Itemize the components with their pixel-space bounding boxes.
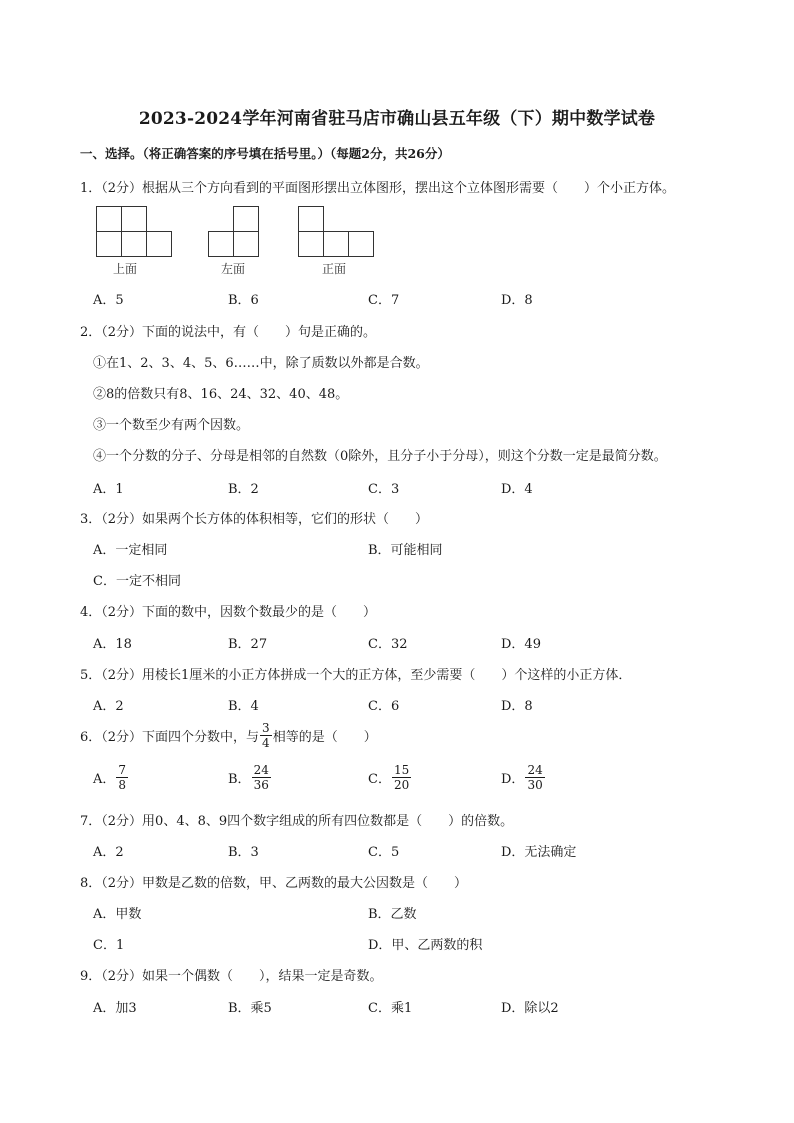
- q1-option-c: C．7: [368, 293, 400, 308]
- q6-option-c: [368, 764, 412, 791]
- q6-fraction: [260, 722, 272, 749]
- q4-option-b: B．27: [228, 637, 268, 652]
- figure-top-view: [96, 206, 174, 258]
- q3-option-a: A．一定相同: [93, 543, 168, 558]
- q6-option-b: [228, 764, 272, 791]
- q2-statement-3: ③一个数至少有两个因数。: [93, 418, 250, 433]
- exam-title: 2023-2024学年河南省驻马店市确山县五年级（下）期中数学试卷: [138, 109, 656, 129]
- fraction-numerator: 24: [253, 763, 269, 777]
- figure-label-left: 左面: [221, 262, 246, 276]
- q2-option-a: A．1: [93, 482, 124, 497]
- option-letter: B．: [228, 772, 251, 787]
- figure-left-view: [208, 206, 260, 258]
- q6-option-d: [501, 764, 546, 791]
- fraction-denominator: 20: [393, 778, 410, 792]
- option-fraction: [252, 764, 271, 791]
- q5-option-d: D．8: [501, 699, 533, 714]
- q2-statement-2: ②8的倍数只有8、16、24、32、40、48。: [93, 387, 349, 402]
- q7-option-a: A．2: [93, 845, 124, 860]
- q3-option-b: B．可能相同: [368, 543, 443, 558]
- q7-option-c: C．5: [368, 845, 400, 860]
- section-heading: 一、选择。（将正确答案的序号填在括号里。）（每题2分，共26分）: [80, 146, 450, 161]
- q2-option-b: B．2: [228, 482, 259, 497]
- q1-option-d: D．8: [501, 293, 533, 308]
- q6-text-before: 6．（2分）下面四个分数中，与: [80, 730, 260, 745]
- q9-option-d: D．除以2: [501, 1001, 559, 1016]
- option-letter: C．: [368, 772, 391, 787]
- fraction-denominator: 8: [118, 778, 127, 792]
- fraction-numerator: 24: [527, 763, 543, 777]
- q8-option-c: C．1: [93, 938, 125, 953]
- q6-text-after: 相等的是（ ）: [272, 730, 377, 745]
- q4-option-d: D．49: [501, 637, 541, 652]
- question-9: 9．（2分）如果一个偶数（ ），结果一定是奇数。: [80, 969, 383, 984]
- question-8: 8．（2分）甲数是乙数的倍数，甲、乙两数的最大公因数是（ ）: [80, 876, 468, 891]
- question-7: 7．（2分）用0、4、8、9四个数字组成的所有四位数都是（ ）的倍数。: [80, 814, 514, 829]
- fraction-numerator: 7: [118, 763, 127, 777]
- q7-option-d: D．无法确定: [501, 845, 577, 860]
- question-1: 1．（2分）根据从三个方向看到的平面图形摆出立体图形，摆出这个立体图形需要（ ）个小正方体。: [80, 181, 676, 196]
- q5-option-b: B．4: [228, 699, 259, 714]
- fraction-denominator: 4: [262, 736, 270, 750]
- q8-option-d: D．甲、乙两数的积: [368, 938, 483, 953]
- fraction-numerator: 3: [262, 721, 270, 735]
- q9-option-a: A．加3: [93, 1001, 137, 1016]
- q9-option-b: B．乘5: [228, 1001, 272, 1016]
- q6-option-a: [93, 764, 129, 791]
- q1-option-a: A．5: [93, 293, 124, 308]
- q8-option-b: B．乙数: [368, 907, 417, 922]
- q2-statement-1: ①在1、2、3、4、5、6……中，除了质数以外都是合数。: [93, 356, 429, 371]
- q2-option-d: D．4: [501, 482, 533, 497]
- figure-front-view: [298, 206, 376, 258]
- q9-option-c: C．乘1: [368, 1001, 413, 1016]
- figure-label-front: 正面: [322, 262, 347, 276]
- question-5: 5．（2分）用棱长1厘米的小正方体拼成一个大的正方体，至少需要（ ）个这样的小正方体．: [80, 668, 632, 683]
- option-letter: D．: [501, 772, 525, 787]
- fraction-denominator: 36: [253, 778, 269, 792]
- q2-statement-4: ④一个分数的分子、分母是相邻的自然数（0除外，且分子小于分母），则这个分数一定是最简分数。: [93, 449, 667, 464]
- q1-option-b: B．6: [228, 293, 259, 308]
- q7-option-b: B．3: [228, 845, 259, 860]
- question-2: 2．（2分）下面的说法中，有（ ）句是正确的。: [80, 325, 377, 340]
- q5-option-c: C．6: [368, 699, 400, 714]
- q5-option-a: A．2: [93, 699, 124, 714]
- option-fraction: [525, 764, 544, 791]
- q4-option-a: A．18: [93, 637, 132, 652]
- option-letter: A．: [93, 772, 116, 787]
- q2-option-c: C．3: [368, 482, 400, 497]
- q4-option-c: C．32: [368, 637, 408, 652]
- q3-option-c: C．一定不相同: [93, 574, 181, 589]
- question-6: [80, 722, 377, 749]
- fraction-numerator: 15: [393, 763, 410, 777]
- fraction-denominator: 30: [527, 778, 543, 792]
- option-fraction: [116, 764, 128, 791]
- q8-option-a: A．甲数: [93, 907, 142, 922]
- option-fraction: [392, 764, 411, 791]
- figure-label-top: 上面: [113, 262, 138, 276]
- question-3: 3．（2分）如果两个长方体的体积相等，它们的形状（ ）: [80, 512, 429, 527]
- question-4: 4．（2分）下面的数中，因数个数最少的是（ ）: [80, 605, 377, 620]
